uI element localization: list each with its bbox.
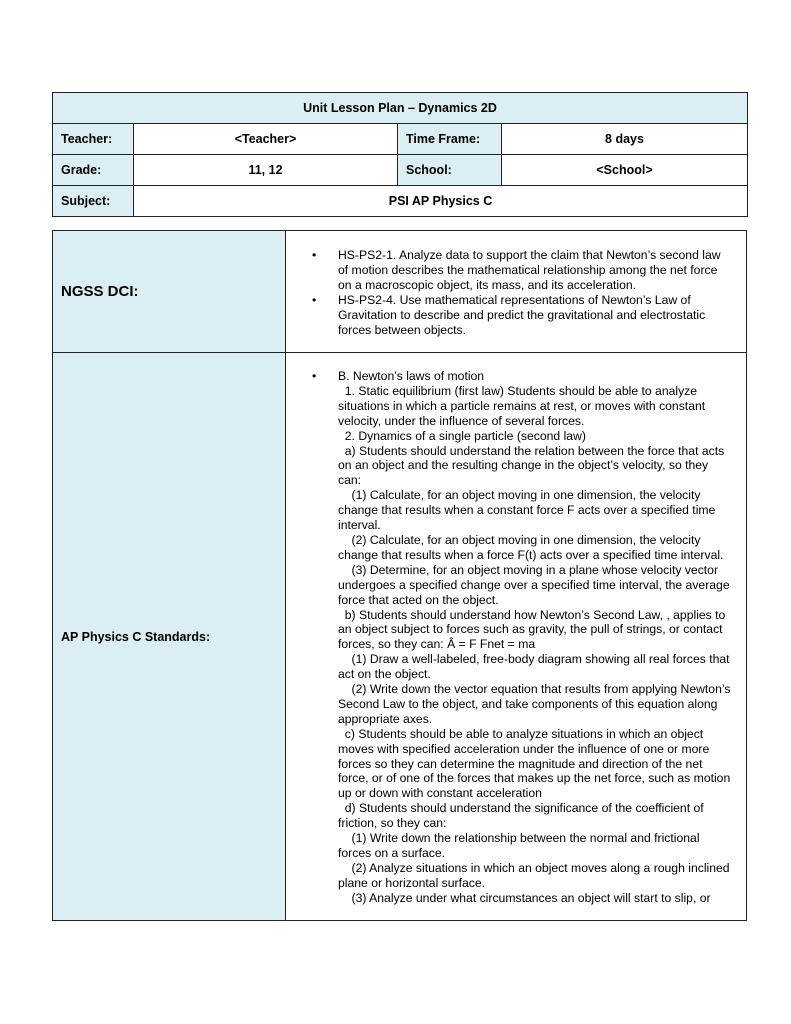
ap-standards-text: 1. Static equilibrium (first law) Students should be able to analyze situations in which a particle remains at rest, or moves with constant velocity, under the influence of several forces. 2. Dynamics of a single particle (second law) a) Students should understand the relation between the force that acts on an object and the resulting change in the object’s velocity, so they can: (1) Calculate, for an object moving in one dimension, the velocity change that results when a constant force F acts over a specified time interval. (2) Calculate, for an object moving in one dimension, the velocity change that results when a force F(t) acts over a specified time interval. (3) Determine, for an object moving in a plane whose velocity vector undergoes a specified change over a specified time interval, the average force that acted on the object. b) Students should understand how Newton’s Second Law, , applies to an object subject to forces such as gravity, the pull of strings, or contact forces, so they can: Â = F Fnet = ma (1) Draw a well-labeled, free-body diagram showing all real forces that act on the object. (2) Write down the vector equation that results from applying Newton’s Second Law to the object, and take components of this equation along appropriate axes. c) Students should be able to analyze situations in which an object moves with specified acceleration under the influence of one or more forces so they can determine the magnitude and direction of the net force, or of one of the forces that makes up the net force, such as motion up or down with constant acceleration d) Students should understand the significance of the coefficient of friction, so they can: (1) Write down the relationship between the normal and frictional forces on a surface. (2) Analyze situations in which an object moves along a rough inclined plane or horizontal surface. (3) Analyze under what circumstances an object will start to slip, or bbox=[338, 383, 731, 905]
ngss-item-text: HS-PS2-1. Analyze data to support the claim that Newton’s second law of motion describes the mathematical relationship among the net force on a macroscopic object, its mass, and its acceleration. bbox=[338, 248, 721, 292]
bullet-icon: • bbox=[312, 248, 317, 262]
timeframe-value: 8 days bbox=[502, 124, 748, 155]
ap-standards-label-cell bbox=[53, 353, 286, 921]
subject-label: Subject: bbox=[53, 186, 134, 217]
bullet-icon: • bbox=[312, 292, 317, 307]
school-value: <School> bbox=[502, 155, 748, 186]
school-label: School: bbox=[398, 155, 502, 186]
ngss-label: NGSS DCI: bbox=[61, 282, 139, 300]
lesson-plan-header-table bbox=[52, 92, 748, 217]
ap-standards-content bbox=[286, 353, 747, 921]
teacher-value: <Teacher> bbox=[134, 124, 398, 155]
standards-table bbox=[52, 230, 747, 921]
ngss-row bbox=[53, 231, 747, 353]
ngss-label-cell bbox=[53, 231, 286, 353]
ngss-content bbox=[286, 231, 747, 353]
subject-value: PSI AP Physics C bbox=[134, 186, 748, 217]
lesson-plan-title: Unit Lesson Plan – Dynamics 2D bbox=[53, 93, 748, 124]
ap-bullet bbox=[306, 369, 732, 906]
ngss-item bbox=[306, 248, 732, 293]
grade-label: Grade: bbox=[53, 155, 134, 186]
ap-bullet-title: B. Newton’s laws of motion bbox=[338, 369, 485, 383]
ap-standards-label: AP Physics C Standards: bbox=[61, 629, 211, 644]
ngss-item-text: HS-PS2-4. Use mathematical representations of Newton’s Law of Gravitation to describe and predict the gravitational and electrostatic forces between objects. bbox=[338, 292, 706, 337]
timeframe-label: Time Frame: bbox=[398, 124, 502, 155]
teacher-label: Teacher: bbox=[53, 124, 134, 155]
bullet-icon: • bbox=[312, 369, 317, 383]
grade-value: 11, 12 bbox=[134, 155, 398, 186]
ap-standards-row bbox=[53, 353, 747, 921]
ngss-item bbox=[306, 293, 732, 338]
